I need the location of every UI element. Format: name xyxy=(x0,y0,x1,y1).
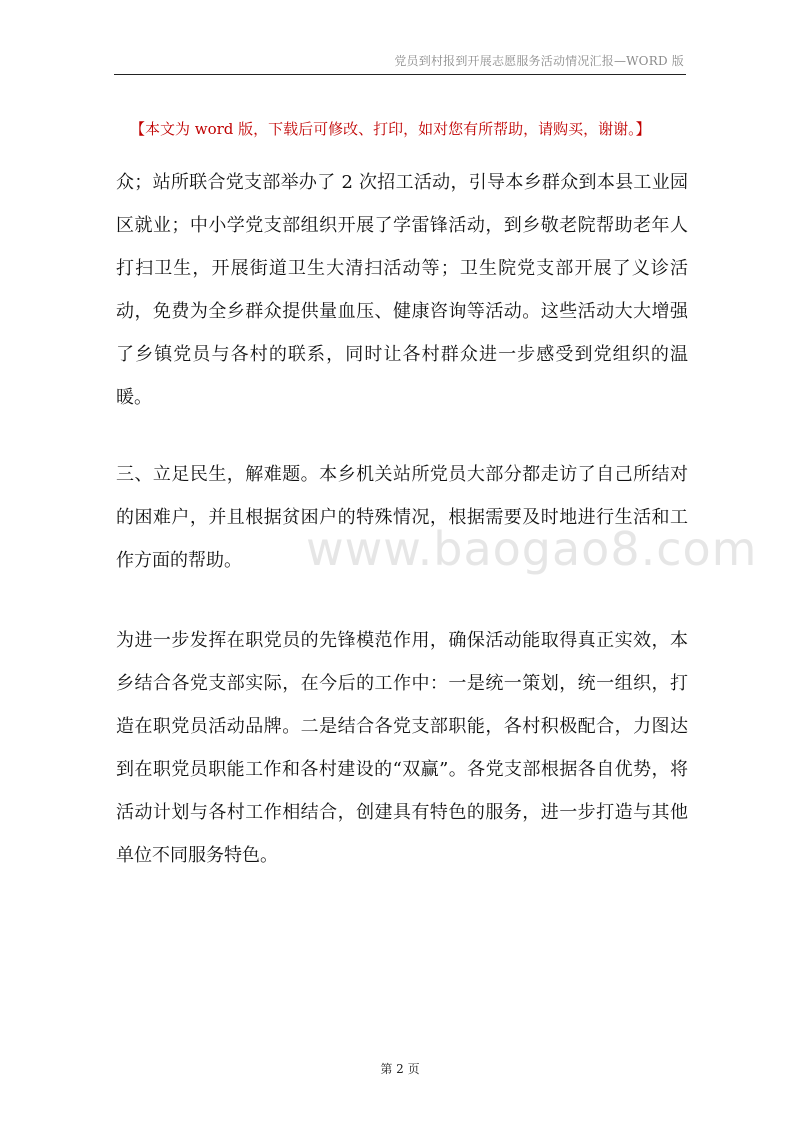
running-header: 党员到村报到开展志愿服务活动情况汇报—WORD 版 xyxy=(394,54,684,68)
download-notice: 【本文为 word 版，下载后可修改、打印，如对您有所帮助，请购买，谢谢。】 xyxy=(130,120,651,138)
header-rule xyxy=(114,74,686,75)
paragraph-future-work: 为进一步发挥在职党员的先锋模范作用，确保活动能取得真正实效，本乡结合各党支部实际，在今后的工作中：一是统一策划，统一组织，打造在职党员活动品牌。二是结合各党支部职能，各村积极配合，力图达到在职党员职能工作和各村建设的“双赢”。各党支部根据各自优势，将活动计划与各村工作相结合，创建具有特色的服务，进一步打造与其他单位不同服务特色。 xyxy=(116,630,688,866)
paragraph-section-three: 三、立足民生，解难题。本乡机关站所党员大部分都走访了自己所结对的困难户，并且根据贫困户的特殊情况，根据需要及时地进行生活和工作方面的帮助。 xyxy=(116,464,688,571)
paragraph-continuation: 众；站所联合党支部举办了 2 次招工活动，引导本乡群众到本县工业园区就业；中小学党支部组织开展了学雷锋活动，到乡敬老院帮助老年人打扫卫生，开展街道卫生大清扫活动等；卫生院党支部开展了义诊活动，免费为全乡群众提供量血压、健康咨询等活动。这些活动大大增强了乡镇党员与各村的联系，同时让各村群众进一步感受到党组织的温暖。 xyxy=(116,172,688,408)
watermark: www.baogao8.com xyxy=(306,522,758,576)
page-number: 第 2 页 xyxy=(380,1062,420,1076)
